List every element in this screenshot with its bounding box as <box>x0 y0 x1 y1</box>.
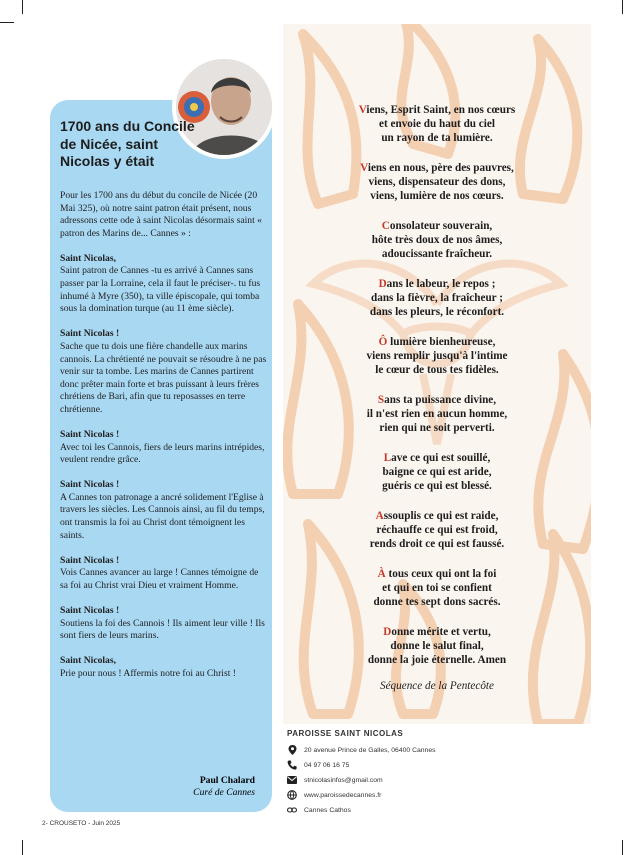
poem-line <box>283 567 591 581</box>
article-body <box>60 190 268 693</box>
poem-line-text: viens remplir jusqu'à l'intime <box>366 350 508 362</box>
poem-line <box>283 537 591 551</box>
poem-line-text: et qui en toi se confient <box>382 582 492 594</box>
poem-line-text: dans les pleurs, le réconfort. <box>369 306 505 318</box>
poem-line-text: ans le labeur, le repos ; <box>386 278 496 290</box>
poem-line <box>283 421 591 435</box>
poem-line <box>283 639 591 653</box>
link-icon <box>287 805 297 815</box>
paragraph-text: Vois Cannes avancer au large ! Cannes témoigne de sa foi au Christ vrai Dieu et vraiment Homme. <box>60 567 259 591</box>
poem-line <box>283 219 591 233</box>
poem-stanza <box>283 451 591 493</box>
poem-line <box>283 363 591 377</box>
contact-text: 20 avenue Prince de Galles, 06400 Cannes <box>304 746 436 754</box>
poem-line-text: ssouplis ce qui est raide, <box>383 510 499 522</box>
poem-stanza <box>283 567 591 609</box>
article-paragraph <box>60 253 268 316</box>
contact-row <box>287 804 537 816</box>
poem-stanza <box>283 277 591 319</box>
crop-mark <box>22 840 23 855</box>
poem-line-text: tous ceux qui ont la foi <box>385 568 497 580</box>
paragraph-heading: Saint Nicolas ! <box>60 605 120 617</box>
poem-line <box>283 349 591 363</box>
paragraph-text: Saint patron de Cannes -tu es arrivé à Cannes sans passer par la Lorraine, cela il faut le préciser-. tu fus inhumé à Myre (350), ta ville épiscopale, qui tomba sous la domination turque (au 11 ème siècle). <box>60 265 261 315</box>
pentecost-sequence <box>283 103 591 693</box>
poem-line <box>283 175 591 189</box>
contact-text: 04 97 06 16 75 <box>304 761 350 769</box>
article-paragraph <box>60 479 268 542</box>
contact-row <box>287 759 537 771</box>
author-name: Paul Chalard <box>199 775 255 786</box>
poem-line-text: rien qui ne soit perverti. <box>379 422 495 434</box>
contact-row <box>287 774 537 786</box>
poem-line <box>283 117 591 131</box>
poem-line <box>283 131 591 145</box>
paragraph-text: Avec toi les Cannois, fiers de leurs marins intrépides, veulent rendre grâce. <box>60 441 265 466</box>
poem-line <box>283 465 591 479</box>
paragraph-text: A Cannes ton patronage a ancré solidement l'Eglise à travers les siècles. Les Cannois ainsi, au fil du temps, ont transmis la foi au Christ dont témoignent les saints. <box>60 491 265 541</box>
contact-text: stnicolasinfos@gmail.com <box>304 776 383 784</box>
poem-line <box>283 407 591 421</box>
poem-stanza <box>283 335 591 377</box>
poem-line-text: hôte très doux de nos âmes, <box>371 234 503 246</box>
poem-stanza <box>283 509 591 551</box>
poem-stanza <box>283 103 591 145</box>
poem-line <box>283 103 591 117</box>
stanza-initial: À <box>377 568 386 580</box>
contact-row <box>287 744 537 756</box>
poem-line-text: onsolateur souverain, <box>389 220 493 232</box>
poem-line <box>283 189 591 203</box>
stanza-initial: V <box>358 104 367 116</box>
stanza-initial: Ô <box>378 336 388 348</box>
crop-mark <box>622 840 623 855</box>
poem-line-text: viens, lumière de nos cœurs. <box>370 190 504 202</box>
contact-row <box>287 789 537 801</box>
poem-line-text: réchauffe ce qui est froid, <box>376 524 498 536</box>
poem-line-text: ave ce qui est souillé, <box>391 452 491 464</box>
location-pin-icon <box>287 745 297 755</box>
poem-line-text: rends droit ce qui est faussé. <box>369 538 505 550</box>
poem-line <box>283 291 591 305</box>
poem-stanza <box>283 625 591 667</box>
contact-text: Cannes Cathos <box>304 806 351 814</box>
article-paragraph <box>60 655 268 680</box>
poem-line-text: et envoie du haut du ciel <box>379 118 495 130</box>
poem-line <box>283 247 591 261</box>
poem-line <box>283 581 591 595</box>
poem-line-text: onne mérite et vertu, <box>391 626 491 638</box>
poem-line-text: donne tes sept dons sacrés. <box>373 596 501 608</box>
poem-line <box>283 625 591 639</box>
stanza-initial: V <box>360 162 368 174</box>
stanza-initial: A <box>375 510 384 522</box>
stanza-initial: C <box>381 220 390 232</box>
poem-line <box>283 393 591 407</box>
poem-line <box>283 161 591 175</box>
paragraph-heading: Saint Nicolas ! <box>60 328 120 340</box>
poem-line-text: le cœur de tous tes fidèles. <box>375 364 499 376</box>
poem-line-text: un rayon de ta lumière. <box>381 132 493 144</box>
paragraph-text: Soutiens la foi des Cannois ! Ils aiment leur ville ! Ils sont fiers de leurs marins. <box>60 617 265 642</box>
poem-line-text: lumière bienheureuse, <box>387 336 496 348</box>
paragraph-heading: Saint Nicolas, <box>60 655 116 667</box>
poem-stanza <box>283 161 591 203</box>
poem-stanza <box>283 393 591 435</box>
poem-line <box>283 277 591 291</box>
contact-text: www.paroissedecannes.fr <box>304 791 382 799</box>
stanza-initial: L <box>383 452 392 464</box>
parish-title: PAROISSE SAINT NICOLAS <box>287 729 404 738</box>
paragraph-heading: Saint Nicolas ! <box>60 479 120 491</box>
paragraph-heading: Saint Nicolas ! <box>60 429 120 440</box>
poem-source: Séquence de la Pentecôte <box>380 680 494 692</box>
poem-line-text: iens en nous, père des pauvres, <box>367 162 514 174</box>
page-footer: 2- CROUSETO - Juin 2025 <box>42 820 121 827</box>
poem-line-text: il n'est rien en aucun homme, <box>366 408 508 420</box>
poem-line <box>283 595 591 609</box>
poem-line-text: baigne ce qui est aride, <box>382 466 492 478</box>
poem-line <box>283 479 591 493</box>
mail-icon <box>287 775 297 785</box>
poem-line-text: adoucissante fraîcheur. <box>381 248 493 260</box>
paragraph-heading: Saint Nicolas ! <box>60 554 120 566</box>
article-paragraph <box>60 328 268 416</box>
poem-line <box>283 523 591 537</box>
poem-line <box>283 653 591 667</box>
crop-mark <box>0 22 14 23</box>
poem-line-text: donne la joie éternelle. Amen <box>367 654 507 666</box>
poem-line <box>283 305 591 319</box>
poem-line-text: guéris ce qui est blessé. <box>382 480 492 492</box>
phone-icon <box>287 760 297 770</box>
poem-line-text: ans ta puissance divine, <box>384 394 497 406</box>
article-intro: Pour les 1700 ans du début du concile de Nicée (20 Mai 325), où notre saint patron était présent, nous adressons cette ode à saint Nicolas désormais saint « patron des Marins de... Cannes » : <box>60 190 262 239</box>
globe-icon <box>287 790 297 800</box>
signature <box>193 775 255 798</box>
article-paragraph <box>60 429 268 467</box>
poem-line <box>283 509 591 523</box>
article-title: 1700 ans du Concile de Nicée, saint Nicolas y était <box>60 118 195 169</box>
article-paragraph <box>60 555 268 593</box>
poem-line <box>283 233 591 247</box>
poem-line <box>283 451 591 465</box>
poem-line-text: donne le salut final, <box>390 640 484 652</box>
poem-line-text: iens, Esprit Saint, en nos cœurs <box>366 104 516 116</box>
stanza-initial: S <box>377 394 385 406</box>
stanza-initial: D <box>383 626 392 638</box>
poem-line <box>283 335 591 349</box>
author-role: Curé de Cannes <box>193 786 255 798</box>
paragraph-text: Sache que tu dois une fière chandelle aux marins cannois. La chrétienté ne pouvait se résoudre à ne pas venir sur ta tombe. Les marins de Cannes partirent donc prêter main forte et bras puissant à leurs frères chrétiens de Bari, afin que tu reposasses en terre chrétienne. <box>60 340 267 415</box>
stanza-initial: D <box>378 278 387 290</box>
poem-line-text: viens, dispensateur des dons, <box>368 176 506 188</box>
paragraph-text: Prie pour nous ! Affermis notre foi au Christ ! <box>60 667 236 679</box>
crop-mark <box>22 0 23 14</box>
poem-stanza <box>283 219 591 261</box>
article-paragraph <box>60 605 268 643</box>
paragraph-heading: Saint Nicolas, <box>60 252 116 264</box>
parish-info <box>287 729 537 819</box>
poem-line-text: dans la fièvre, la fraîcheur ; <box>371 292 503 304</box>
crop-mark <box>622 0 623 14</box>
